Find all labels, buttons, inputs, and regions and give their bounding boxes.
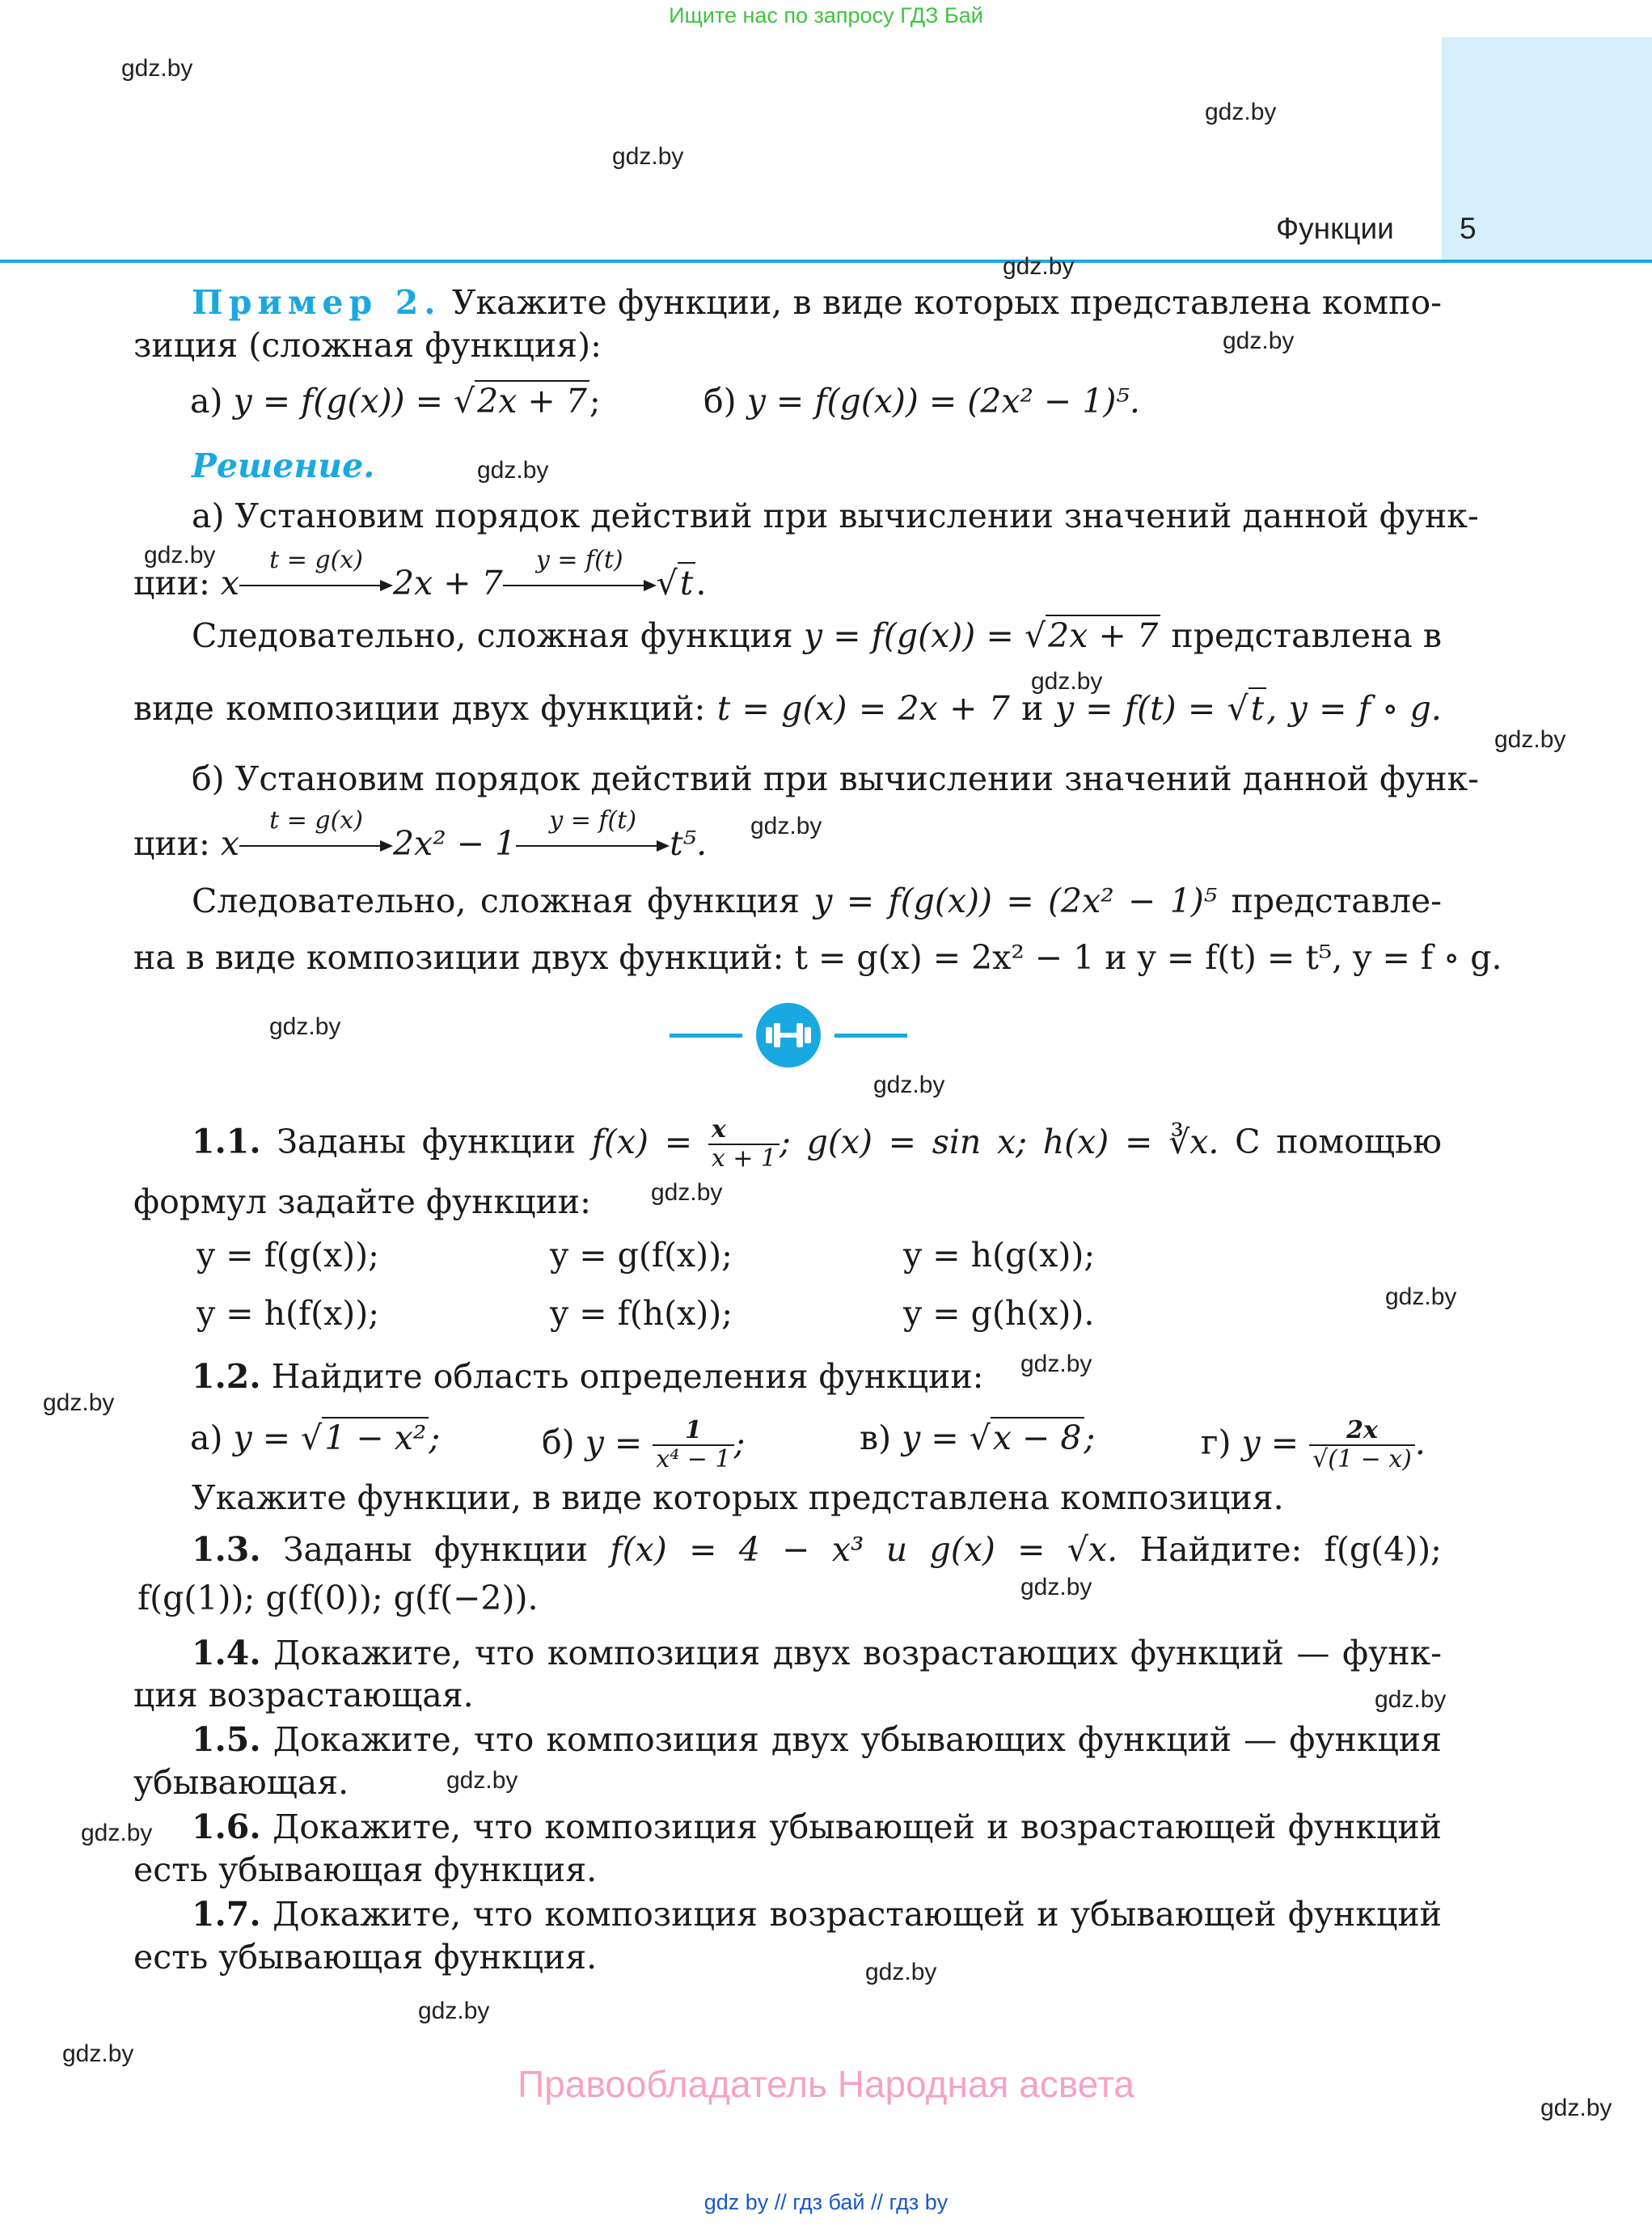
dumbbell-icon	[756, 1003, 821, 1068]
task-1-1-item: y = f(h(x));	[550, 1294, 733, 1333]
solution-a-line-2: ции: x t = g(x) 2x + 7 y = f(t) √t.	[133, 546, 707, 603]
solution-a-mid: 2x + 7	[393, 564, 503, 603]
watermark: gdz.by	[1205, 99, 1277, 125]
task-1-1-line-1: 1.1. Заданы функции f(x) = $\frac{x}{x + 1}$ ; g(x) = sin x; h(x) = ∛x. С помощью	[192, 1115, 1442, 1173]
example-line-1	[192, 281, 1442, 323]
task-1-2-c: в) y = √x − 8;	[860, 1419, 1096, 1457]
task-1-7-line-1: 1.7. Докажите, что композиция возрастающей и убывающей функций	[192, 1895, 1442, 1934]
option-a-root: 2x + 7	[475, 380, 589, 421]
top-banner[interactable]: Ищите нас по запросу ГДЗ Бай	[669, 3, 983, 27]
task-1-1-item: y = g(f(x));	[550, 1236, 733, 1275]
watermark: gdz.by	[1385, 1283, 1457, 1310]
task-1-5-line-2: убывающая.	[133, 1763, 349, 1802]
watermark: gdz.by	[477, 457, 549, 484]
arrow-y: y = f(t)	[516, 822, 670, 855]
task-1-4-line-1: 1.4. Докажите, что композиция двух возрастающих функций — функ-	[192, 1634, 1442, 1672]
watermark: gdz.by	[1031, 668, 1103, 695]
task-1-2-d: г) y = $\frac{2x}{√(1 - x)}$ .	[1201, 1416, 1426, 1474]
arrow-y: y = f(t)	[503, 562, 657, 594]
solution-label: Решение.	[192, 446, 375, 485]
watermark: gdz.by	[269, 1013, 341, 1040]
option-b-label: б)	[703, 382, 737, 421]
watermark: gdz.by	[121, 55, 193, 82]
solution-b-line-4: на в виде композиции двух функций: t = g(x) = 2x² − 1 и y = f(t) = t⁵, y = f ∘ g.	[133, 938, 1502, 977]
watermark: gdz.by	[81, 1820, 153, 1846]
solution-a-line-1: а) Установим порядок действий при вычислении значений данной функ-	[192, 497, 1479, 535]
task-1-3-line-1: 1.3. Заданы функции f(x) = 4 − x³ и g(x) = √x. Найдите: f(g(4));	[192, 1530, 1442, 1569]
watermark: gdz.by	[1020, 1351, 1092, 1377]
task-1-2-line-1: 1.2. Найдите область определения функции:	[192, 1357, 984, 1396]
solution-a-line-4: виде композиции двух функций: t = g(x) = 2x + 7 и y = f(t) = √t, y = f ∘ g.	[133, 689, 1442, 728]
watermark: gdz.by	[62, 2040, 134, 2067]
option-b-expr: y = f(g(x)) = (2x² − 1)⁵.	[746, 382, 1140, 421]
copyright-owner: Правообладатель Народная асвета	[518, 2063, 1134, 2105]
task-1-1-item: y = g(h(x)).	[903, 1294, 1095, 1333]
task-1-1-item: y = f(g(x));	[196, 1236, 379, 1275]
watermark: gdz.by	[612, 143, 684, 170]
watermark: gdz.by	[418, 1998, 490, 2024]
task-1-3-line-2: f(g(1)); g(f(0)); g(f(−2)).	[137, 1579, 539, 1617]
example-line-2: зиция (сложная функция):	[133, 326, 602, 365]
example-option-b	[703, 380, 1140, 422]
watermark: gdz.by	[651, 1179, 723, 1206]
example-option-a: а) y = f(g(x)) = √2x + 7;	[190, 382, 601, 421]
solution-a-end: t	[678, 562, 695, 603]
watermark: gdz.by	[865, 1959, 937, 1985]
watermark: gdz.by	[1375, 1686, 1447, 1713]
task-1-2-tail: Укажите функции, в виде которых представлена композиция.	[192, 1478, 1284, 1517]
watermark: gdz.by	[873, 1072, 945, 1098]
watermark: gdz.by	[1540, 2095, 1612, 2121]
header-title: Функции	[1276, 212, 1394, 245]
section-divider	[670, 1003, 907, 1068]
option-a-label: а)	[190, 382, 223, 421]
task-1-2-b: б) y = $\frac{1}{\text{x⁴ − 1}}$ ;	[542, 1416, 746, 1474]
option-a-expr: y = f(g(x)) =	[233, 382, 454, 421]
watermark: gdz.by	[144, 542, 216, 569]
task-1-1-item: y = h(g(x));	[903, 1236, 1096, 1275]
watermark: gdz.by	[750, 813, 822, 839]
watermark: gdz.by	[1494, 726, 1566, 753]
watermark: gdz.by	[446, 1767, 518, 1794]
arrow-t: t = g(x)	[239, 562, 393, 594]
example-text: Укажите функции, в виде которых представлена компо-	[451, 283, 1442, 322]
solution-b-line-1: б) Установим порядок действий при вычислении значений данной функ-	[192, 759, 1480, 798]
watermark: gdz.by	[1223, 328, 1295, 354]
solution-a-prefix: ции:	[133, 564, 210, 603]
task-1-7-line-2: есть убывающая функция.	[133, 1938, 598, 1977]
solution-b-line-3: Следовательно, сложная функция y = f(g(x)) = (2x² − 1)⁵ представле-	[192, 882, 1442, 920]
task-1-6-line-1: 1.6. Докажите, что композиция убывающей и возрастающей функций	[192, 1808, 1442, 1846]
solution-b-line-2: ции: x t = g(x) 2x² − 1 y = f(t) t⁵.	[133, 806, 708, 863]
page-number: 5	[1460, 212, 1477, 245]
task-1-2-a: а) y = √1 − x²;	[190, 1419, 441, 1457]
arrow-t: t = g(x)	[239, 822, 393, 855]
task-1-5-line-1: 1.5. Докажите, что композиция двух убывающих функций — функция	[192, 1720, 1442, 1759]
watermark: gdz.by	[43, 1389, 115, 1416]
task-1-1-line-2: формул задайте функции:	[133, 1182, 591, 1221]
task-1-1-item: y = h(f(x));	[196, 1294, 380, 1333]
watermark: gdz.by	[1003, 253, 1075, 280]
task-1-4-line-2: ция возрастающая.	[133, 1676, 474, 1715]
watermark: gdz.by	[1020, 1574, 1092, 1600]
task-1-6-line-2: есть убывающая функция.	[133, 1850, 598, 1889]
footer-links[interactable]: gdz by // гдз бай // гдз by	[703, 2190, 949, 2214]
header-rule	[0, 260, 1652, 263]
solution-a-line-3: Следовательно, сложная функция y = f(g(x)) = √2x + 7 представлена в	[192, 616, 1442, 655]
example-label: Пример 2.	[192, 283, 442, 322]
